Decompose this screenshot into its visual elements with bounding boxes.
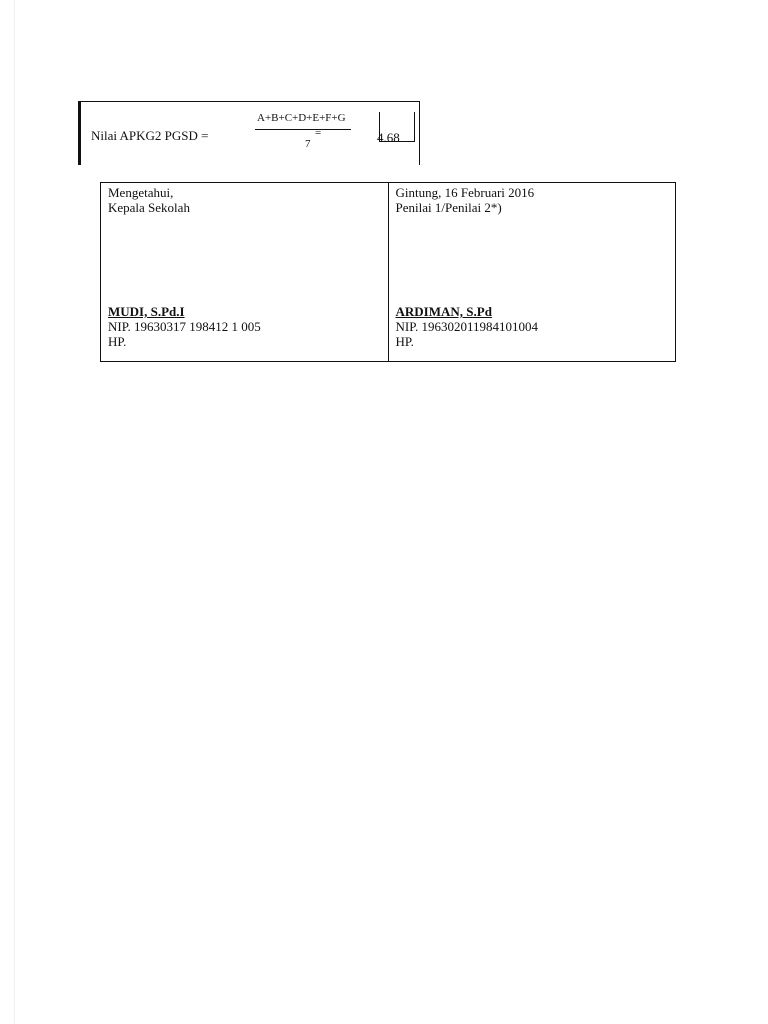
principal-nip: NIP. 19630317 198412 1 005 [108,319,261,334]
assessor-nip: NIP. 196302011984101004 [395,319,539,334]
signature-cell-assessor [389,183,676,361]
acknowledged-label: Mengetahui, [108,185,174,200]
fraction-line [255,129,351,130]
principal-role: Kepala Sekolah [108,200,190,215]
principal-signature-block [108,304,261,349]
formula-denominator: 7 [305,138,311,150]
result-value: 4.68 [377,130,400,145]
signature-cell-principal [101,183,389,361]
page-edge [14,0,15,1024]
assessor-hp: HP. [395,334,414,349]
principal-header [108,185,190,215]
formula-numerator: A+B+C+D+E+F+G [257,112,346,124]
principal-name: MUDI, S.Pd.I [108,304,185,319]
principal-hp: HP. [108,334,127,349]
assessor-name: ARDIMAN, S.Pd [395,304,492,319]
signature-table [100,182,676,362]
place-date: Gintung, 16 Februari 2016 [395,185,535,200]
assessor-header [396,185,535,215]
formula-label: Nilai APKG2 PGSD = [91,128,209,143]
formula-box [78,101,420,165]
assessor-signature-block [396,304,539,349]
formula-equals: = [315,127,322,139]
assessor-role: Penilai 1/Penilai 2*) [395,200,502,215]
